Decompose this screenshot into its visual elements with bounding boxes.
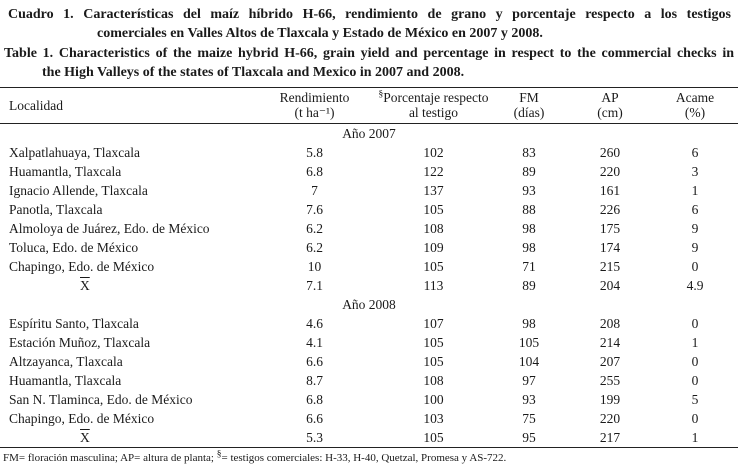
cell-fm: 88 [522,202,536,217]
table-row [0,162,738,181]
cell-porcentaje: 105 [423,354,444,369]
cell-ap: 207 [599,354,621,369]
cell-porcentaje: 113 [423,278,444,293]
cell-ap: 175 [599,221,621,236]
cell-localidad [0,276,252,295]
footnote-pre: FM= floración masculina; AP= altura de planta; [3,452,217,464]
table-body [0,124,738,448]
cell-rendimiento: 6.8 [306,392,323,407]
mean-symbol: $\overline{X}$ [80,278,90,293]
mean-symbol: $\overline{X}$ [80,430,90,445]
cell-porcentaje: 122 [423,164,444,179]
col-header-ap [568,88,652,124]
cell-porcentaje: 109 [423,240,444,255]
col-header-localidad-label: Localidad [9,97,63,113]
cell-rendimiento: 6.6 [306,411,323,426]
col-header-fm [490,88,568,124]
cell-localidad: Espíritu Santo, Tlaxcala [9,316,139,331]
cell-fm: 89 [522,164,536,179]
cell-rendimiento: 8.7 [306,373,323,388]
cell-acame: 1 [691,430,699,445]
caption-en-line1: Table 1. Characteristics of the maize hybrid H-66, grain yield and percentage in respect to the commercial checks in [4,46,734,61]
cell-localidad: Almoloya de Juárez, Edo. de México [9,221,210,236]
cell-ap: 217 [599,430,621,445]
col-header-acame [652,88,738,124]
cell-porcentaje: 105 [423,430,444,445]
cell-rendimiento: 7 [311,183,318,198]
table-row [0,333,738,352]
table-header [0,88,738,124]
results-table [0,87,738,448]
cell-fm: 83 [522,145,536,160]
cell-acame: 1 [691,183,699,198]
section-label: Año 2007 [342,126,396,141]
cell-acame: 0 [691,411,699,426]
cell-rendimiento: 7.6 [306,202,323,217]
cell-porcentaje: 137 [423,183,444,198]
cell-porcentaje: 105 [423,202,444,217]
footnote-post: = testigos comerciales: H-33, H-40, Quetzal, Promesa y AS-722. [221,452,507,464]
caption-es-line1: Cuadro 1. Características del maíz híbrido H-66, rendimiento de grano y porcentaje respecto a los testigos [8,7,731,22]
cell-fm: 104 [518,354,540,369]
footnote-marker-icon: § [378,89,384,100]
col-header-acame-line2: (%) [684,105,706,120]
section-label: Año 2008 [342,297,396,312]
cell-fm: 98 [522,221,536,236]
section-row [0,124,738,144]
section-row [0,295,738,314]
cell-localidad: Panotla, Tlaxcala [9,202,103,217]
cell-ap: 226 [599,202,621,217]
table-row [0,200,738,219]
caption-es-line2: comerciales en Valles Altos de Tlaxcala y Estado de México en 2007 y 2008. [97,25,543,41]
col-header-acame-line1: Acame [675,90,715,105]
col-header-porcentaje [377,88,490,124]
table-row [0,219,738,238]
cell-acame: 5 [691,392,699,407]
cell-acame: 9 [691,221,699,236]
cell-fm: 71 [522,259,536,274]
cell-localidad: San N. Tlaminca, Edo. de México [9,392,193,407]
cell-fm: 89 [522,278,536,293]
cell-localidad: Toluca, Edo. de México [9,240,139,255]
cell-rendimiento: 6.6 [306,354,323,369]
cell-ap: 199 [599,392,621,407]
cell-porcentaje: 102 [423,145,444,160]
cell-localidad: Ignacio Allende, Tlaxcala [9,183,148,198]
cell-porcentaje: 108 [423,373,444,388]
col-header-porcentaje-line2: al testigo [408,105,459,120]
table-row [0,276,738,295]
cell-rendimiento: 10 [307,259,322,274]
col-header-fm-line2: (días) [513,105,545,120]
cell-fm: 98 [522,240,536,255]
cell-ap: 215 [599,259,621,274]
cell-porcentaje: 103 [423,411,444,426]
cell-acame: 0 [691,259,699,274]
cell-ap: 255 [599,373,621,388]
table-caption-spanish [0,6,738,43]
table-row [0,352,738,371]
col-header-fm-line1: FM [519,90,539,105]
cell-rendimiento: 7.1 [306,278,323,293]
cell-localidad [0,428,252,448]
cell-ap: 220 [599,411,621,426]
footnote-section-icon: § [216,449,222,460]
col-header-porcentaje-line1: §Porcentaje respecto [378,89,489,105]
col-header-ap-line1: AP [601,90,619,105]
table-row [0,314,738,333]
cell-acame: 6 [691,145,699,160]
cell-rendimiento: 4.1 [306,335,323,350]
caption-en-line2: the High Valleys of the states of Tlaxcala and Mexico in 2007 and 2008. [42,64,465,80]
cell-fm: 98 [522,316,536,331]
cell-ap: 204 [599,278,621,293]
cell-localidad: Chapingo, Edo. de México [9,259,155,274]
cell-localidad: Estación Muñoz, Tlaxcala [9,335,151,350]
cell-localidad: Huamantla, Tlaxcala [9,164,122,179]
cell-rendimiento: 6.2 [306,240,323,255]
table-row [0,238,738,257]
cell-fm: 95 [522,430,536,445]
cell-acame: 1 [691,335,699,350]
col-header-localidad [0,88,252,124]
cell-porcentaje: 105 [423,335,444,350]
col-header-rendimiento-line1: Rendimiento [279,90,350,105]
table-caption-english [0,45,738,82]
cell-localidad: Huamantla, Tlaxcala [9,373,122,388]
cell-localidad: Chapingo, Edo. de México [9,411,155,426]
cell-acame: 9 [691,240,699,255]
col-header-ap-line2: (cm) [597,105,623,120]
cell-rendimiento: 6.2 [306,221,323,236]
cell-fm: 93 [522,392,536,407]
table-row [0,409,738,428]
table-row [0,371,738,390]
cell-localidad: Altzayanca, Tlaxcala [9,354,123,369]
cell-rendimiento: 5.3 [306,430,323,445]
cell-ap: 220 [599,164,621,179]
cell-acame: 0 [691,316,699,331]
cell-ap: 260 [599,145,621,160]
cell-ap: 161 [599,183,621,198]
col-header-rendimiento [252,88,377,124]
cell-rendimiento: 4.6 [306,316,323,331]
cell-localidad: Xalpatlahuaya, Tlaxcala [9,145,140,160]
cell-ap: 208 [599,316,621,331]
cell-porcentaje: 108 [423,221,444,236]
cell-acame: 6 [691,202,699,217]
table-row [0,181,738,200]
cell-porcentaje: 100 [423,392,444,407]
cell-porcentaje: 107 [423,316,444,331]
header-row [0,88,738,124]
cell-fm: 105 [518,335,540,350]
table-row [0,257,738,276]
table-row [0,143,738,162]
cell-acame: 4.9 [686,278,704,293]
cell-fm: 75 [522,411,536,426]
cell-rendimiento: 5.8 [306,145,323,160]
cell-fm: 97 [522,373,536,388]
table-footnote [3,451,738,465]
cell-acame: 0 [691,354,699,369]
cell-acame: 3 [691,164,699,179]
cell-fm: 93 [522,183,536,198]
table-row [0,390,738,409]
cell-rendimiento: 6.8 [306,164,323,179]
cell-porcentaje: 105 [423,259,444,274]
cell-ap: 214 [599,335,621,350]
cell-ap: 174 [599,240,621,255]
col-header-rendimiento-line2: (t ha⁻¹) [294,105,335,120]
cell-acame: 0 [691,373,699,388]
table-row [0,428,738,448]
